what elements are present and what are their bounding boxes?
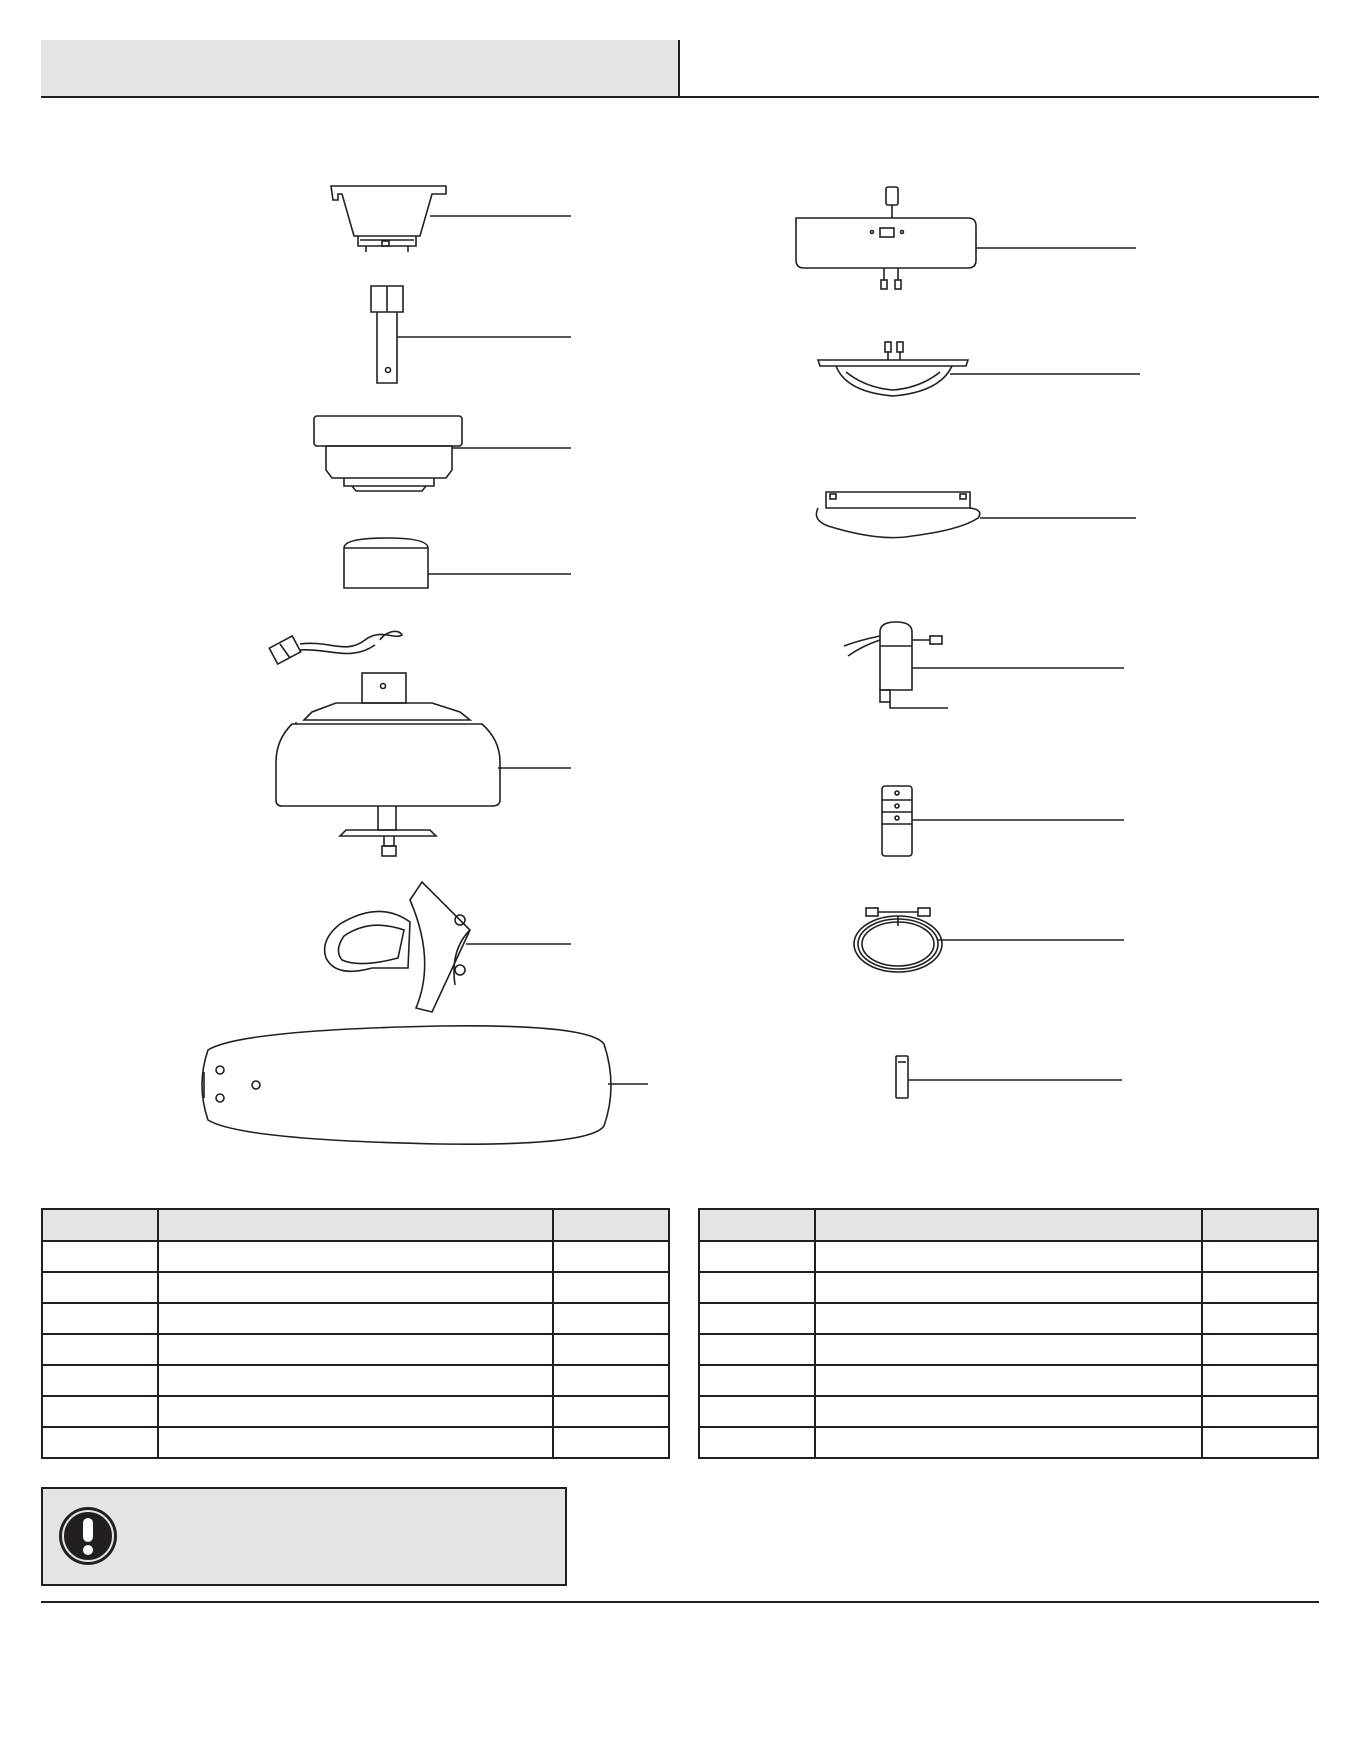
- extension-wire-drawing: [854, 908, 1124, 972]
- column-header: [553, 1209, 669, 1241]
- table-cell: [158, 1396, 554, 1427]
- table-row: [42, 1241, 669, 1272]
- table-cell: [158, 1427, 554, 1458]
- downrod-drawing: [371, 286, 571, 383]
- table-row: [699, 1396, 1318, 1427]
- light-cover-drawing: [816, 492, 1136, 538]
- table-cell: [42, 1427, 158, 1458]
- table-row: [699, 1334, 1318, 1365]
- receiver-drawing: [844, 622, 1124, 708]
- exclamation-icon: [57, 1505, 119, 1567]
- table-cell: [699, 1272, 815, 1303]
- table-row: [42, 1427, 669, 1458]
- table-cell: [815, 1396, 1203, 1427]
- table-cell: [42, 1272, 158, 1303]
- table-cell: [158, 1303, 554, 1334]
- switch-housing-drawing: [796, 187, 1136, 289]
- table-row: [699, 1427, 1318, 1458]
- table-cell: [553, 1365, 669, 1396]
- table-row: [42, 1334, 669, 1365]
- column-header: [158, 1209, 554, 1241]
- coupling-cover-drawing: [344, 538, 571, 588]
- table-cell: [1202, 1272, 1318, 1303]
- mounting-bracket-drawing: [331, 186, 571, 252]
- remote-control-drawing: [882, 786, 1124, 856]
- canopy-drawing: [314, 416, 571, 491]
- blade-iron-drawing: [325, 882, 571, 1012]
- table-cell: [42, 1303, 158, 1334]
- parts-table-right: [698, 1208, 1319, 1459]
- table-cell: [158, 1334, 554, 1365]
- table-cell: [553, 1241, 669, 1272]
- table-row: [42, 1396, 669, 1427]
- light-kit-drawing: [818, 342, 1140, 396]
- table-cell: [1202, 1365, 1318, 1396]
- table-row: [699, 1241, 1318, 1272]
- table-cell: [699, 1303, 815, 1334]
- table-cell: [158, 1365, 554, 1396]
- table-cell: [553, 1334, 669, 1365]
- table-row: [699, 1303, 1318, 1334]
- table-cell: [553, 1272, 669, 1303]
- column-header: [815, 1209, 1203, 1241]
- battery-drawing: [896, 1056, 1122, 1098]
- table-cell: [815, 1427, 1203, 1458]
- table-row: [699, 1365, 1318, 1396]
- table-cell: [1202, 1427, 1318, 1458]
- table-header-row: [699, 1209, 1318, 1241]
- table-cell: [699, 1427, 815, 1458]
- table-cell: [699, 1241, 815, 1272]
- table-cell: [1202, 1241, 1318, 1272]
- table-cell: [815, 1334, 1203, 1365]
- parts-table-left: [41, 1208, 670, 1459]
- table-cell: [1202, 1334, 1318, 1365]
- table-cell: [1202, 1303, 1318, 1334]
- table-row: [42, 1272, 669, 1303]
- table-cell: [699, 1396, 815, 1427]
- column-header: [42, 1209, 158, 1241]
- table-row: [42, 1365, 669, 1396]
- table-row: [699, 1272, 1318, 1303]
- table-cell: [42, 1241, 158, 1272]
- table-cell: [158, 1241, 554, 1272]
- table-cell: [699, 1334, 815, 1365]
- table-cell: [815, 1241, 1203, 1272]
- important-note-box: [41, 1487, 567, 1586]
- table-cell: [158, 1272, 554, 1303]
- table-cell: [553, 1427, 669, 1458]
- table-cell: [553, 1396, 669, 1427]
- table-cell: [699, 1365, 815, 1396]
- table-cell: [815, 1365, 1203, 1396]
- table-cell: [815, 1272, 1203, 1303]
- table-header-row: [42, 1209, 669, 1241]
- table-cell: [42, 1396, 158, 1427]
- column-header: [699, 1209, 815, 1241]
- table-cell: [815, 1303, 1203, 1334]
- table-cell: [553, 1303, 669, 1334]
- fan-blade-drawing: [202, 1026, 648, 1144]
- table-cell: [42, 1365, 158, 1396]
- motor-assembly-drawing: [269, 631, 571, 856]
- table-row: [42, 1303, 669, 1334]
- table-cell: [42, 1334, 158, 1365]
- footer-rule: [41, 1601, 1319, 1603]
- table-cell: [1202, 1396, 1318, 1427]
- column-header: [1202, 1209, 1318, 1241]
